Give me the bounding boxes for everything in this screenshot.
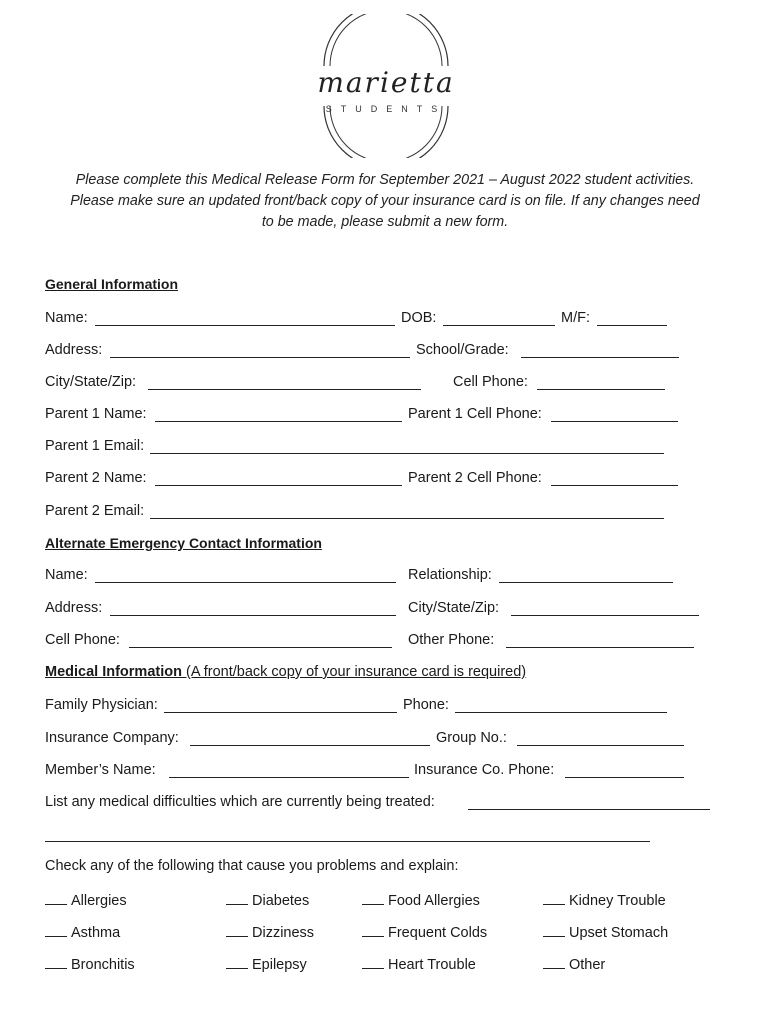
check-blank[interactable] [543, 923, 565, 937]
school-grade-field[interactable] [521, 357, 679, 358]
name-field[interactable] [95, 325, 395, 326]
dob-field[interactable] [443, 325, 555, 326]
name-label: Name: [45, 310, 88, 326]
difficulties-label: List any medical difficulties which are currently being treated: [45, 794, 435, 810]
checklist-item-label: Frequent Colds [388, 925, 488, 941]
parent2-cell-label: Parent 2 Cell Phone: [408, 470, 542, 486]
alternate-contact-heading: Alternate Emergency Contact Information [45, 535, 322, 551]
medical-heading-text: Medical Information [45, 664, 182, 680]
insurance-company-field[interactable] [190, 745, 430, 746]
parent2-name-label: Parent 2 Name: [45, 470, 147, 486]
relationship-label: Relationship: [408, 567, 492, 583]
checklist-item-label: Allergies [71, 893, 127, 909]
city-state-zip-label: City/State/Zip: [45, 374, 137, 390]
family-physician-field[interactable] [164, 712, 397, 713]
checklist-item-label: Epilepsy [252, 957, 307, 973]
checklist-item[interactable] [226, 923, 314, 941]
other-phone-field[interactable] [506, 647, 694, 648]
relationship-field[interactable] [499, 582, 673, 583]
intro-line: Please make sure an updated front/back copy of your insurance card is on file. If any changes need [70, 193, 700, 209]
intro-line: to be made, please submit a new form. [261, 214, 509, 230]
checklist-item-label: Diabetes [252, 893, 310, 909]
parent2-email-label: Parent 2 Email: [45, 503, 145, 519]
check-blank[interactable] [362, 891, 384, 905]
check-blank[interactable] [226, 923, 248, 937]
mf-field[interactable] [597, 325, 667, 326]
checklist-item[interactable] [543, 891, 666, 909]
check-blank[interactable] [226, 891, 248, 905]
alt-city-state-zip-field[interactable] [511, 615, 699, 616]
checklist-item-label: Bronchitis [71, 957, 135, 973]
logo-subtitle: STUDENTS [325, 104, 447, 114]
group-no-label: Group No.: [436, 730, 507, 746]
check-blank[interactable] [45, 923, 67, 937]
checklist-item-label: Kidney Trouble [569, 893, 666, 909]
check-blank[interactable] [362, 923, 384, 937]
mf-label: M/F: [561, 310, 590, 326]
check-blank[interactable] [45, 955, 67, 969]
checklist-item[interactable] [543, 923, 668, 941]
alt-address-field[interactable] [110, 615, 396, 616]
checklist-item-label: Asthma [71, 925, 121, 941]
marietta-students-logo [306, 14, 466, 158]
parent1-email-label: Parent 1 Email: [45, 438, 145, 454]
dob-label: DOB: [401, 310, 437, 326]
address-field[interactable] [110, 357, 410, 358]
alt-cell-phone-field[interactable] [129, 647, 392, 648]
checklist-item[interactable] [362, 891, 480, 909]
insurance-phone-label: Insurance Co. Phone: [414, 762, 555, 778]
parent1-name-field[interactable] [155, 421, 402, 422]
insurance-company-label: Insurance Company: [45, 730, 179, 746]
alt-name-label: Name: [45, 567, 88, 583]
parent2-name-field[interactable] [155, 485, 402, 486]
address-label: Address: [45, 342, 103, 358]
medical-information-heading [45, 664, 526, 680]
parent1-cell-label: Parent 1 Cell Phone: [408, 406, 542, 422]
members-name-field[interactable] [169, 777, 409, 778]
difficulties-field-continued[interactable] [45, 841, 650, 842]
parent2-cell-field[interactable] [551, 485, 678, 486]
alt-address-label: Address: [45, 600, 103, 616]
difficulties-field[interactable] [468, 809, 710, 810]
members-name-label: Member’s Name: [45, 762, 156, 778]
parent1-email-field[interactable] [150, 453, 664, 454]
alt-city-state-zip-label: City/State/Zip: [408, 600, 500, 616]
cell-phone-label: Cell Phone: [453, 374, 528, 390]
physician-phone-label: Phone: [403, 697, 449, 713]
cell-phone-field[interactable] [537, 389, 665, 390]
checklist-item[interactable] [226, 955, 307, 973]
checklist-item-label: Upset Stomach [569, 925, 669, 941]
school-grade-label: School/Grade: [416, 342, 509, 358]
family-physician-label: Family Physician: [45, 697, 158, 713]
checklist-item[interactable] [45, 923, 120, 941]
checklist-item[interactable] [543, 955, 605, 973]
checklist-item-label: Heart Trouble [388, 957, 476, 973]
intro-paragraph [40, 170, 730, 233]
group-no-field[interactable] [517, 745, 684, 746]
check-blank[interactable] [362, 955, 384, 969]
logo-script-text: marietta [317, 66, 455, 99]
general-information-heading: General Information [45, 276, 179, 292]
parent1-name-label: Parent 1 Name: [45, 406, 147, 422]
insurance-phone-field[interactable] [565, 777, 684, 778]
checklist-item[interactable] [45, 891, 127, 909]
checklist-item-label: Other [569, 957, 606, 973]
checklist-item[interactable] [362, 923, 487, 941]
parent2-email-field[interactable] [150, 518, 664, 519]
intro-line: Please complete this Medical Release Form for September 2021 – August 2022 student activities. [75, 172, 695, 188]
other-phone-label: Other Phone: [408, 632, 495, 648]
checklist-item-label: Food Allergies [388, 893, 480, 909]
checklist-item[interactable] [45, 955, 135, 973]
check-blank[interactable] [45, 891, 67, 905]
alt-name-field[interactable] [95, 582, 396, 583]
alt-cell-phone-label: Cell Phone: [45, 632, 120, 648]
checklist-item[interactable] [226, 891, 309, 909]
city-state-zip-field[interactable] [148, 389, 421, 390]
checklist-item-label: Dizziness [252, 925, 315, 941]
checklist-item[interactable] [362, 955, 476, 973]
check-blank[interactable] [226, 955, 248, 969]
parent1-cell-field[interactable] [551, 421, 678, 422]
medical-note: (A front/back copy of your insurance card is required) [181, 664, 527, 680]
checklist-prompt: Check any of the following that cause you problems and explain: [45, 858, 459, 874]
check-blank[interactable] [543, 955, 565, 969]
physician-phone-field[interactable] [455, 712, 667, 713]
check-blank[interactable] [543, 891, 565, 905]
